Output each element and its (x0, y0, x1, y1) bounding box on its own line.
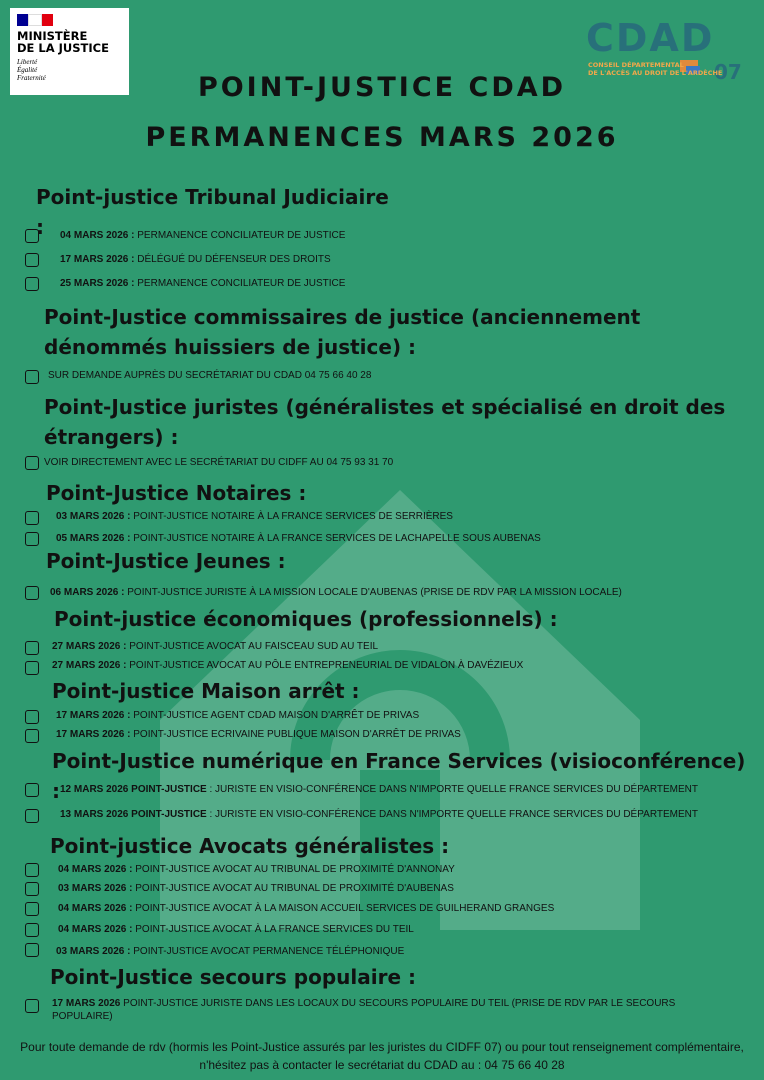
item-date: 06 MARS 2026 : (50, 587, 125, 598)
checkbox-avocats-3[interactable] (25, 923, 39, 937)
item-text: : JURISTE EN VISIO-CONFÉRENCE DANS N'IMPORTE QUELLE FRANCE SERVICES DU DÉPARTEMENT (206, 809, 698, 820)
schedule-item-tj-1 (60, 254, 331, 265)
checkbox-juristes-0[interactable] (25, 456, 39, 470)
item-text: POINT-JUSTICE NOTAIRE À LA FRANCE SERVICES DE SERRIÈRES (130, 511, 453, 522)
item-date: 17 MARS 2026 (52, 998, 121, 1009)
item-text: PERMANENCE CONCILIATEUR DE JUSTICE (134, 278, 346, 289)
section-heading-jeunes: Point-Justice Jeunes : (46, 549, 286, 573)
item-text: POINT-JUSTICE AGENT CDAD MAISON D'ARRÊT DE PRIVAS (130, 710, 420, 721)
schedule-item-numerique-1 (60, 809, 698, 820)
section-heading-tj: Point-justice Tribunal Judiciaire : (36, 185, 389, 239)
checkbox-numerique-0[interactable] (25, 783, 39, 797)
checkbox-avocats-0[interactable] (25, 863, 39, 877)
french-flag-icon (17, 14, 53, 26)
checkbox-avocats-4[interactable] (25, 943, 39, 957)
item-text: POINT-JUSTICE AVOCAT PERMANENCE TÉLÉPHONIQUE (130, 946, 405, 957)
schedule-item-eco-0 (52, 641, 378, 652)
ministry-name: MINISTÈRE DE LA JUSTICE (17, 29, 109, 55)
checkbox-jeunes-0[interactable] (25, 586, 39, 600)
checkbox-avocats-2[interactable] (25, 902, 39, 916)
schedule-item-avocats-2 (58, 903, 554, 914)
item-date: 13 MARS 2026 POINT-JUSTICE (60, 809, 207, 820)
item-text: PERMANENCE CONCILIATEUR DE JUSTICE (134, 230, 346, 241)
schedule-item-avocats-4 (56, 946, 404, 957)
section-heading-juristes: Point-Justice juristes (généralistes et spécialisé en droit des étrangers) : (44, 395, 726, 449)
item-date: 04 MARS 2026 : (58, 924, 133, 935)
schedule-item-tj-2 (60, 278, 345, 289)
schedule-item-jeunes-0 (50, 587, 622, 598)
schedule-item-notaires-0 (56, 511, 453, 522)
page-subtitle: PERMANENCES MARS 2026 (145, 122, 619, 153)
checkbox-tj-1[interactable] (25, 253, 39, 267)
checkbox-commissaires-0[interactable] (25, 370, 39, 384)
item-text: POINT-JUSTICE AVOCAT AU FAISCEAU SUD AU TEIL (126, 641, 379, 652)
item-date: 03 MARS 2026 : (56, 511, 131, 522)
section-heading-eco: Point-justice économiques (professionnels) : (54, 607, 558, 631)
schedule-item-arret-0 (56, 710, 419, 721)
item-date: 25 MARS 2026 : (60, 278, 135, 289)
checkbox-secours-0[interactable] (25, 999, 39, 1013)
checkbox-notaires-0[interactable] (25, 511, 39, 525)
schedule-item-numerique-0 (60, 784, 698, 795)
item-date: 27 MARS 2026 : (52, 641, 127, 652)
schedule-item-juristes-0 (44, 457, 393, 468)
item-text: POINT-JUSTICE ECRIVAINE PUBLIQUE MAISON D'ARRÊT DE PRIVAS (130, 729, 461, 740)
schedule-item-avocats-0 (58, 864, 455, 875)
section-heading-arret: Point-justice Maison arrêt : (52, 679, 360, 703)
schedule-item-avocats-3 (58, 924, 414, 935)
ministry-motto: Liberté Égalité Fraternité (17, 58, 46, 82)
checkbox-notaires-1[interactable] (25, 532, 39, 546)
checkbox-arret-1[interactable] (25, 729, 39, 743)
schedule-item-secours-0 (52, 997, 692, 1023)
checkbox-numerique-1[interactable] (25, 809, 39, 823)
item-text: POINT-JUSTICE AVOCAT AU PÔLE ENTREPRENEURIAL DE VIDALON À DAVÉZIEUX (126, 660, 524, 671)
section-heading-commissaires: Point-Justice commissaires de justice (anciennement dénommés huissiers de justice) : (44, 305, 641, 359)
item-text: POINT-JUSTICE JURISTE DANS LES LOCAUX DU SECOURS POPULAIRE DU TEIL (PRISE DE RDV PAR LE SECOURS POPULAIRE) (52, 998, 676, 1022)
checkbox-avocats-1[interactable] (25, 882, 39, 896)
schedule-item-tj-0 (60, 230, 345, 241)
checkbox-eco-1[interactable] (25, 661, 39, 675)
item-date: 03 MARS 2026 : (56, 946, 131, 957)
item-date: 04 MARS 2026 : (60, 230, 135, 241)
item-date: 17 MARS 2026 : (60, 254, 135, 265)
item-text: SUR DEMANDE AUPRÈS DU SECRÉTARIAT DU CDAD 04 75 66 40 28 (48, 370, 372, 381)
item-date: 03 MARS 2026 : (58, 883, 133, 894)
cdad-logo: CDAD 07 CONSEIL DÉPARTEMENTAL DE L'ACCÈS AU DROIT DE L'ARDÈCHE (586, 16, 742, 84)
schedule-item-notaires-1 (56, 533, 541, 544)
schedule-item-eco-1 (52, 660, 523, 671)
item-text: POINT-JUSTICE JURISTE À LA MISSION LOCALE D'AUBENAS (PRISE DE RDV PAR LA MISSION LOCALE) (124, 587, 622, 598)
checkbox-tj-2[interactable] (25, 277, 39, 291)
section-heading-notaires: Point-Justice Notaires : (46, 481, 307, 505)
page-title: POINT-JUSTICE CDAD (197, 72, 567, 103)
item-text: POINT-JUSTICE AVOCAT AU TRIBUNAL DE PROXIMITÉ D'ANNONAY (132, 864, 455, 875)
item-text: POINT-JUSTICE AVOCAT À LA MAISON ACCUEIL SERVICES DE GUILHERAND GRANGES (132, 903, 555, 914)
section-heading-avocats: Point-justice Avocats généralistes : (50, 834, 450, 858)
item-date: 17 MARS 2026 : (56, 710, 131, 721)
schedule-item-avocats-1 (58, 883, 454, 894)
item-text: POINT-JUSTICE AVOCAT AU TRIBUNAL DE PROXIMITÉ D'AUBENAS (132, 883, 454, 894)
footer-note: Pour toute demande de rdv (hormis les Point-Justice assurés par les juristes du CIDFF 07) ou pour tout renseignement complémentaire, n'hésitez pas à contacter le secrétariat du CDAD au : 04 75 66 40 28 (20, 1040, 744, 1072)
item-text: POINT-JUSTICE NOTAIRE À LA FRANCE SERVICES DE LACHAPELLE SOUS AUBENAS (130, 533, 541, 544)
item-date: 17 MARS 2026 : (56, 729, 131, 740)
schedule-item-arret-1 (56, 729, 461, 740)
section-heading-numerique: Point-Justice numérique en France Services (visioconférence) : (52, 749, 746, 803)
schedule-item-commissaires-0 (48, 370, 371, 381)
item-date: 04 MARS 2026 : (58, 903, 133, 914)
item-date: 04 MARS 2026 : (58, 864, 133, 875)
item-date: 12 MARS 2026 POINT-JUSTICE (60, 784, 207, 795)
item-date: 27 MARS 2026 : (52, 660, 127, 671)
item-date: 05 MARS 2026 : (56, 533, 131, 544)
item-text: DÉLÉGUÉ DU DÉFENSEUR DES DROITS (134, 254, 331, 265)
checkbox-arret-0[interactable] (25, 710, 39, 724)
item-text: VOIR DIRECTEMENT AVEC LE SECRÉTARIAT DU CIDFF AU 04 75 93 31 70 (44, 457, 394, 468)
section-heading-secours: Point-Justice secours populaire : (50, 965, 416, 989)
item-text: POINT-JUSTICE AVOCAT À LA FRANCE SERVICES DU TEIL (132, 924, 414, 935)
checkbox-tj-0[interactable] (25, 229, 39, 243)
checkbox-eco-0[interactable] (25, 641, 39, 655)
item-text: : JURISTE EN VISIO-CONFÉRENCE DANS N'IMPORTE QUELLE FRANCE SERVICES DU DÉPARTEMENT (206, 784, 698, 795)
